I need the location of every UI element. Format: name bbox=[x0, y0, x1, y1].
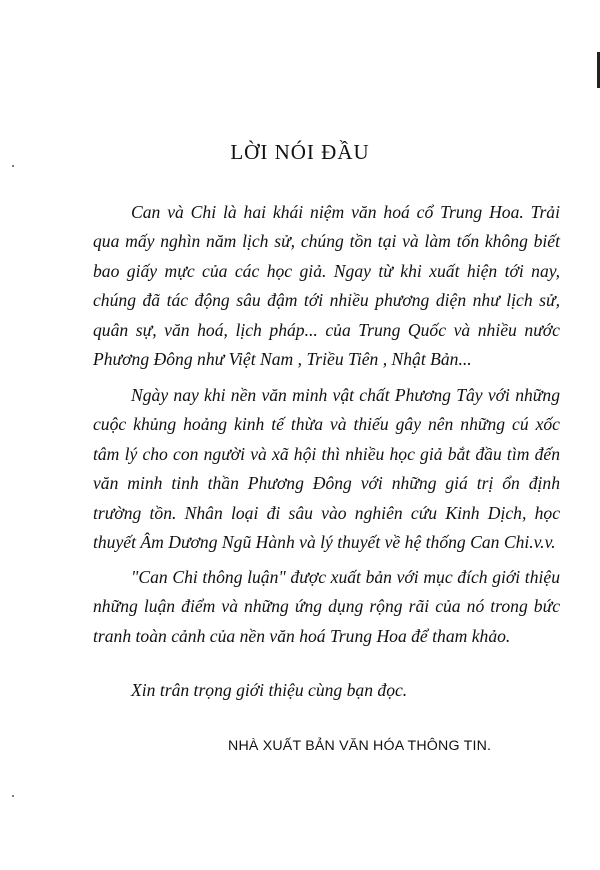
page-title: LỜI NÓI ĐẦU bbox=[230, 140, 370, 164]
paragraph-context: Ngày nay khi nền văn minh vật chất Phương Tây với những cuộc khủng hoảng kinh tế thừa và thiếu gây nên những cú xốc tâm lý cho con người và xã hội thì nhiều học giả bắt đầu tìm đến văn minh tinh thần Phương Đông với những giá trị ổn định trường tồn. Nhân loại đi sâu vào nghiên cứu Kinh Dịch, học thuyết Âm Dương Ngũ Hành và lý thuyết về hệ thống Can Chi.v.v. bbox=[93, 385, 560, 553]
paragraph-intro: Can và Chi là hai khái niệm văn hoá cổ Trung Hoa. Trải qua mấy nghìn năm lịch sử, chúng tồn tại và làm tốn không biết bao giấy mực của các học giả. Ngay từ khi xuất hiện tới nay, chúng đã tác động sâu đậm tới nhiều phương diện như lịch sử, quân sự, văn hoá, lịch pháp... của Trung Quốc và nhiều nước Phương Đông như Việt Nam , Triều Tiên , Nhật Bản... bbox=[93, 202, 560, 370]
publisher-signature: NHÀ XUẤT BẢN VĂN HÓA THÔNG TIN. bbox=[228, 738, 492, 754]
scan-speck bbox=[12, 795, 14, 797]
paragraph-purpose: "Can Chi thông luận" được xuất bản với mục đích giới thiệu những luận điểm và những ứng dụng rộng rãi của nó trong bức tranh toàn cảnh của nền văn hoá Trung Hoa để tham khảo. bbox=[93, 567, 560, 646]
paragraph-closing: Xin trân trọng giới thiệu cùng bạn đọc. bbox=[131, 680, 408, 700]
scan-speck bbox=[12, 165, 14, 167]
